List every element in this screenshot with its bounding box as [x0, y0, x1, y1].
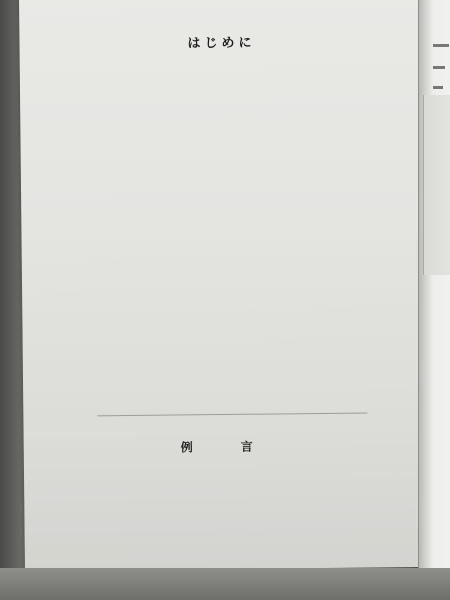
next-page-edge [418, 0, 450, 600]
page-edge-mark [433, 86, 443, 89]
page-edge-tab [423, 95, 450, 275]
notes-list [54, 464, 404, 468]
page-edge-mark [433, 66, 445, 69]
page-edge-mark [433, 44, 449, 47]
desk-surface [0, 568, 450, 600]
page-title: はじめに [187, 35, 256, 52]
notes-heading: 例 言 [180, 439, 271, 455]
document-page [19, 0, 429, 571]
section-divider [97, 413, 367, 417]
body-text [54, 54, 410, 58]
